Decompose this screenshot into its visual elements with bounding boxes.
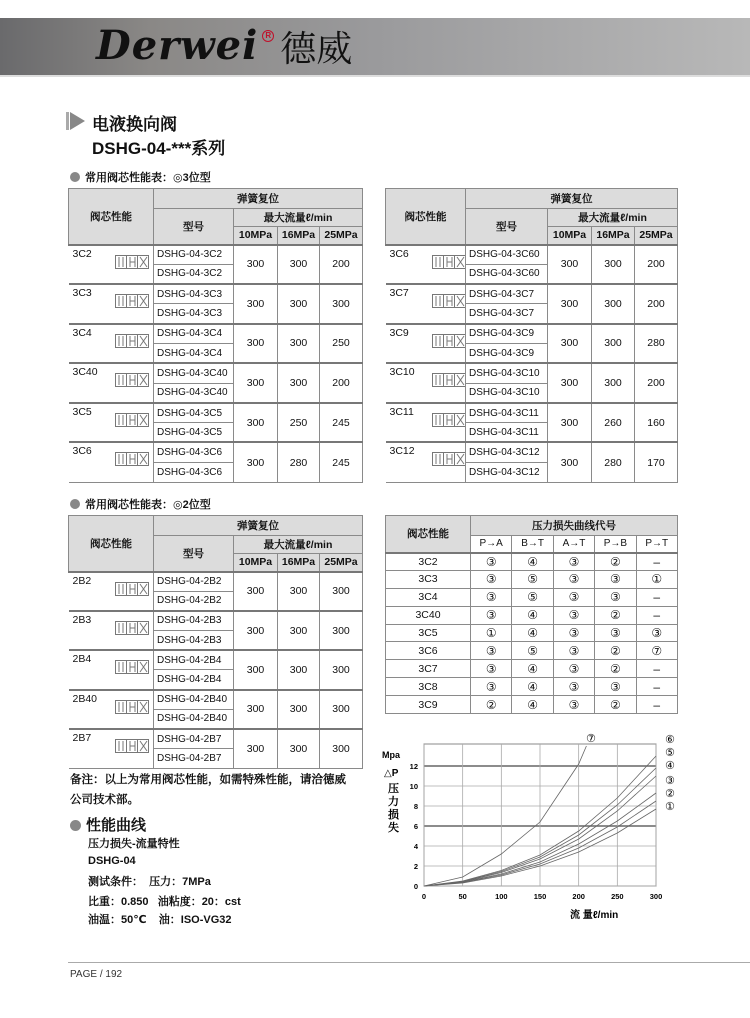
model-cell: DSHG-04-2B4 — [154, 650, 234, 670]
curve-code: ③ — [553, 570, 594, 588]
flow-value: 300 — [548, 403, 592, 443]
curve-code: ③ — [553, 606, 594, 624]
table-row — [386, 324, 678, 344]
table-row — [69, 572, 363, 592]
curve-code: ③ — [471, 588, 512, 606]
curve-code: ③ — [595, 624, 636, 642]
flow-value: 300 — [278, 245, 320, 285]
valve-code: 3C2 — [386, 553, 471, 571]
header-10mpa: 10MPa — [234, 554, 278, 572]
flow-value: 300 — [592, 245, 635, 285]
curve-code: ⑦ — [636, 642, 677, 660]
curve-code: ③ — [553, 624, 594, 642]
header-port: P→B — [595, 536, 636, 553]
model-cell: DSHG-04-2B7 — [154, 749, 234, 769]
y-tick-label: 0 — [413, 882, 418, 891]
header-port: P→T — [636, 536, 677, 553]
model-cell: DSHG-04-3C6 — [154, 462, 234, 482]
valve-symbol-icon — [115, 255, 149, 269]
flow-value: 170 — [635, 442, 678, 482]
curve-code: ④ — [512, 553, 553, 571]
curve-code: ③ — [471, 660, 512, 678]
flow-value: 300 — [548, 324, 592, 364]
header-10mpa: 10MPa — [234, 227, 278, 245]
curve-code: ⑤ — [512, 642, 553, 660]
curves-title: 性能曲线 — [70, 814, 146, 835]
curve-code: ③ — [471, 553, 512, 571]
flow-value: 300 — [320, 572, 363, 611]
flow-value: 200 — [320, 363, 363, 403]
curve-code: ① — [471, 624, 512, 642]
valve-code: 3C9 — [389, 326, 409, 339]
model-cell: DSHG-04-3C11 — [466, 403, 548, 423]
flow-value: 260 — [592, 403, 635, 443]
header-valve: 阀芯性能 — [69, 189, 154, 245]
flow-value: 300 — [278, 650, 320, 689]
curve-code: – — [636, 588, 677, 606]
model-cell: DSHG-04-3C10 — [466, 363, 548, 383]
valve-symbol-icon — [432, 334, 466, 348]
valve-code: 2B3 — [72, 613, 92, 626]
curve-code: ④ — [512, 660, 553, 678]
flow-value: 300 — [320, 690, 363, 729]
flow-value: 200 — [635, 245, 678, 285]
valve-code: 3C6 — [72, 445, 92, 458]
curve-code: ④ — [512, 678, 553, 696]
table-row — [386, 624, 678, 642]
model-cell: DSHG-04-3C4 — [154, 324, 234, 344]
model-cell: DSHG-04-2B2 — [154, 572, 234, 592]
flow-value: 300 — [320, 611, 363, 650]
test-condition-3: 油温：50℃ 油：ISO-VG32 — [88, 914, 232, 926]
valve-code: 3C5 — [72, 405, 92, 418]
curve-code: ③ — [595, 570, 636, 588]
flow-value: 300 — [320, 729, 363, 768]
table-row — [386, 696, 678, 714]
model-cell: DSHG-04-3C3 — [154, 284, 234, 304]
title-triangle-icon — [70, 112, 85, 130]
valve-code: 3C7 — [386, 660, 471, 678]
curve-code: ② — [595, 606, 636, 624]
section2-label: 常用阀芯性能表：◎2位型 — [70, 496, 211, 512]
table-row — [69, 729, 363, 749]
table-row — [69, 403, 363, 423]
curve-code: – — [636, 660, 677, 678]
header-max-flow: 最大流量ℓ/min — [548, 209, 678, 227]
model-cell: DSHG-04-3C40 — [154, 363, 234, 383]
valve-code: 3C11 — [389, 405, 414, 418]
header-spring-return: 弹簧复位 — [154, 516, 363, 536]
pressure-loss-chart — [380, 730, 700, 930]
y-axis-label-char: 压 — [388, 783, 399, 795]
flow-value: 300 — [234, 403, 278, 443]
flow-value: 300 — [278, 324, 320, 364]
logo-latin: Derwei — [96, 22, 259, 69]
flow-value: 300 — [278, 572, 320, 611]
valve-symbol-icon — [115, 621, 149, 635]
flow-value: 280 — [278, 442, 320, 482]
model-cell: DSHG-04-3C7 — [466, 284, 548, 304]
y-tick-label: 4 — [413, 842, 418, 851]
curve-code: ② — [595, 553, 636, 571]
table-row — [69, 442, 363, 462]
bullet-icon — [70, 820, 81, 831]
bullet-icon — [70, 172, 80, 182]
valve-symbol-icon — [115, 582, 149, 596]
curve-code: ③ — [595, 678, 636, 696]
flow-value: 200 — [635, 363, 678, 403]
table-row — [386, 660, 678, 678]
table-row — [386, 642, 678, 660]
y-tick-label: 12 — [409, 762, 418, 771]
header-max-flow: 最大流量ℓ/min — [234, 209, 363, 227]
flow-value: 300 — [320, 284, 363, 324]
model-cell: DSHG-04-3C60 — [466, 264, 548, 284]
header-max-flow: 最大流量ℓ/min — [234, 536, 363, 554]
flow-value: 250 — [278, 403, 320, 443]
curves-subtitle: 压力损失-流量特性 — [88, 838, 180, 850]
y-tick-label: 8 — [413, 802, 418, 811]
valve-code: 3C3 — [386, 570, 471, 588]
flow-value: 300 — [278, 284, 320, 324]
valve-symbol-icon — [115, 452, 149, 466]
header-spring-return: 弹簧复位 — [154, 189, 363, 209]
page-subtitle: DSHG-04-***系列 — [92, 139, 226, 158]
valve-symbol-icon — [432, 373, 466, 387]
valve-code: 3C9 — [386, 696, 471, 714]
registered-mark: R — [262, 30, 274, 42]
valve-symbol-icon — [432, 452, 466, 466]
curve-code: ⑤ — [512, 588, 553, 606]
table-row — [386, 245, 678, 265]
flow-value: 300 — [234, 442, 278, 482]
table-row — [69, 611, 363, 631]
flow-value: 300 — [592, 363, 635, 403]
curve-code: – — [636, 606, 677, 624]
valve-symbol-icon — [432, 413, 466, 427]
flow-value: 300 — [278, 729, 320, 768]
valve-symbol-icon — [432, 255, 466, 269]
valve-symbol-icon — [115, 739, 149, 753]
curve-code: ③ — [553, 678, 594, 696]
x-tick-label: 100 — [495, 892, 508, 901]
model-cell: DSHG-04-3C9 — [466, 343, 548, 363]
valve-symbol-icon — [115, 373, 149, 387]
note-line1: 备注：以上为常用阀芯性能，如需特殊性能，请洽德威 — [70, 774, 346, 786]
model-cell: DSHG-04-3C60 — [466, 245, 548, 265]
curve-code: – — [636, 678, 677, 696]
section1-label: 常用阀芯性能表：◎3位型 — [70, 169, 211, 185]
note-line2: 公司技术部。 — [70, 794, 139, 806]
logo-chinese: 德威 — [280, 29, 353, 70]
header-25mpa: 25MPa — [320, 227, 363, 245]
x-axis-label: 流 量ℓ/min — [570, 910, 619, 921]
model-cell: DSHG-04-2B3 — [154, 631, 234, 651]
series-label: ④ — [665, 760, 675, 772]
flow-value: 250 — [320, 324, 363, 364]
table-row — [386, 606, 678, 624]
curve-code: ④ — [512, 624, 553, 642]
series-label: ② — [665, 788, 675, 800]
model-cell: DSHG-04-3C12 — [466, 462, 548, 482]
valve-code: 3C4 — [72, 326, 92, 339]
flow-value: 245 — [320, 403, 363, 443]
header-port: P→A — [471, 536, 512, 553]
curve-code: ③ — [553, 588, 594, 606]
curve-code: ③ — [471, 678, 512, 696]
bullet-icon — [70, 499, 80, 509]
curve-code: – — [636, 696, 677, 714]
flow-value: 300 — [548, 284, 592, 324]
curve-code: ③ — [636, 624, 677, 642]
table-row — [386, 363, 678, 383]
series-line-7 — [424, 746, 586, 886]
series-label: ① — [665, 801, 675, 813]
valve-code: 3C5 — [386, 624, 471, 642]
curve-code: ③ — [471, 570, 512, 588]
model-cell: DSHG-04-3C5 — [154, 423, 234, 443]
valve-symbol-icon — [115, 413, 149, 427]
model-cell: DSHG-04-3C4 — [154, 343, 234, 363]
table-row — [386, 588, 678, 606]
valve-code: 3C6 — [386, 642, 471, 660]
curve-code: ③ — [553, 660, 594, 678]
flow-value: 300 — [278, 363, 320, 403]
flow-value: 160 — [635, 403, 678, 443]
spool-table-3pos-a — [68, 188, 363, 483]
table-row — [69, 324, 363, 344]
header-25mpa: 25MPa — [635, 227, 678, 245]
header-model: 型号 — [466, 209, 548, 245]
y-tick-label: 2 — [413, 862, 418, 871]
model-cell: DSHG-04-2B40 — [154, 709, 234, 729]
header-valve: 阀芯性能 — [386, 189, 466, 245]
valve-symbol-icon — [115, 334, 149, 348]
table-row — [386, 442, 678, 462]
model-cell: DSHG-04-3C2 — [154, 245, 234, 265]
curve-code: ③ — [553, 696, 594, 714]
flow-value: 245 — [320, 442, 363, 482]
curve-code: ② — [471, 696, 512, 714]
y-axis-label-char: 损 — [388, 809, 399, 821]
test-condition-1: 测试条件： 压力：7MPa — [88, 876, 211, 888]
curve-code: ③ — [471, 642, 512, 660]
flow-value: 300 — [278, 611, 320, 650]
valve-code: 3C2 — [72, 247, 92, 260]
valve-code: 3C10 — [389, 366, 415, 379]
valve-symbol-icon — [115, 700, 149, 714]
flow-value: 300 — [234, 611, 278, 650]
curve-code: ② — [595, 660, 636, 678]
flow-value: 300 — [592, 324, 635, 364]
table-row — [386, 678, 678, 696]
spool-table-3pos-b — [385, 188, 678, 483]
valve-code: 2B40 — [72, 692, 98, 705]
model-cell: DSHG-04-3C3 — [154, 304, 234, 324]
curve-code: ③ — [595, 588, 636, 606]
valve-code: 3C12 — [389, 445, 415, 458]
curve-code: ③ — [471, 606, 512, 624]
x-tick-label: 300 — [649, 892, 663, 901]
curve-code: ④ — [512, 696, 553, 714]
model-cell: DSHG-04-2B4 — [154, 670, 234, 690]
model-cell: DSHG-04-3C7 — [466, 304, 548, 324]
y-axis-label-char: 力 — [388, 796, 399, 808]
flow-value: 300 — [234, 690, 278, 729]
curve-code: ① — [636, 570, 677, 588]
flow-value: 300 — [234, 572, 278, 611]
valve-code: 3C3 — [72, 287, 92, 300]
test-condition-2: 比重：0.850 油粘度：20：cst — [88, 896, 241, 908]
header-valve: 阀芯性能 — [386, 516, 471, 553]
table-row — [69, 245, 363, 265]
table-row — [69, 363, 363, 383]
flow-value: 300 — [278, 690, 320, 729]
flow-value: 300 — [234, 729, 278, 768]
valve-symbol-icon — [432, 294, 466, 308]
valve-code: 3C8 — [386, 678, 471, 696]
header-16mpa: 16MPa — [278, 554, 320, 572]
curve-code: – — [636, 553, 677, 571]
flow-value: 300 — [234, 324, 278, 364]
y-axis-symbol: △P — [384, 768, 399, 779]
curve-code: ② — [595, 696, 636, 714]
model-cell: DSHG-04-3C11 — [466, 423, 548, 443]
header-spring-return: 弹簧复位 — [466, 189, 678, 209]
curve-code: ③ — [553, 642, 594, 660]
header-curve-code: 压力损失曲线代号 — [471, 516, 678, 536]
curves-model: DSHG-04 — [88, 855, 136, 867]
y-axis-unit: Mpa — [382, 750, 400, 760]
logo — [96, 22, 352, 74]
model-cell: DSHG-04-3C10 — [466, 383, 548, 403]
header-model: 型号 — [154, 536, 234, 572]
valve-symbol-icon — [115, 294, 149, 308]
x-tick-label: 250 — [611, 892, 624, 901]
x-tick-label: 50 — [458, 892, 467, 901]
valve-code: 3C4 — [386, 588, 471, 606]
y-tick-label: 10 — [409, 782, 418, 791]
valve-symbol-icon — [115, 660, 149, 674]
x-tick-label: 0 — [421, 892, 427, 901]
page-title: 电液换向阀 — [92, 115, 177, 134]
table-row — [386, 553, 678, 571]
flow-value: 280 — [592, 442, 635, 482]
table-row — [386, 284, 678, 304]
title-bar-icon — [66, 112, 69, 130]
curve-code: ④ — [512, 606, 553, 624]
header-10mpa: 10MPa — [548, 227, 592, 245]
valve-code: 2B4 — [72, 653, 92, 666]
model-cell: DSHG-04-2B40 — [154, 690, 234, 710]
flow-value: 300 — [320, 650, 363, 689]
curve-code: ⑤ — [512, 570, 553, 588]
series-label: ⑦ — [586, 733, 596, 745]
x-tick-label: 150 — [533, 892, 547, 901]
model-cell: DSHG-04-3C2 — [154, 264, 234, 284]
model-cell: DSHG-04-2B3 — [154, 611, 234, 631]
table-row — [69, 650, 363, 670]
table-row — [386, 570, 678, 588]
flow-value: 200 — [320, 245, 363, 285]
flow-value: 300 — [234, 245, 278, 285]
model-cell: DSHG-04-3C40 — [154, 383, 234, 403]
flow-value: 300 — [592, 284, 635, 324]
valve-code: 2B2 — [72, 574, 92, 587]
series-label: ③ — [665, 775, 675, 787]
header-port: B→T — [512, 536, 553, 553]
table-row — [386, 403, 678, 423]
header-25mpa: 25MPa — [320, 554, 363, 572]
flow-value: 280 — [635, 324, 678, 364]
curve-code: ③ — [553, 553, 594, 571]
series-label: ⑤ — [665, 747, 675, 759]
valve-code: 3C7 — [389, 287, 409, 300]
footer-divider — [68, 962, 750, 963]
pressure-curve-code-table — [385, 515, 678, 714]
model-cell: DSHG-04-3C6 — [154, 442, 234, 462]
valve-code: 3C40 — [72, 366, 98, 379]
model-cell: DSHG-04-3C12 — [466, 442, 548, 462]
header-port: A→T — [553, 536, 594, 553]
flow-value: 300 — [234, 284, 278, 324]
spool-table-2pos — [68, 515, 363, 769]
model-cell: DSHG-04-3C9 — [466, 324, 548, 344]
flow-value: 300 — [234, 650, 278, 689]
y-axis-label-char: 失 — [388, 822, 399, 834]
header-valve: 阀芯性能 — [69, 516, 154, 572]
curve-code: ② — [595, 642, 636, 660]
valve-code: 3C6 — [389, 247, 409, 260]
flow-value: 300 — [548, 442, 592, 482]
model-cell: DSHG-04-2B7 — [154, 729, 234, 749]
series-label: ⑥ — [665, 734, 675, 746]
x-tick-label: 200 — [572, 892, 585, 901]
flow-value: 300 — [548, 245, 592, 285]
header-16mpa: 16MPa — [592, 227, 635, 245]
table-row — [69, 284, 363, 304]
valve-code: 3C40 — [386, 606, 471, 624]
valve-code: 2B7 — [72, 732, 92, 744]
table-row — [69, 690, 363, 710]
header-16mpa: 16MPa — [278, 227, 320, 245]
flow-value: 300 — [548, 363, 592, 403]
page-number: PAGE / 192 — [70, 969, 123, 980]
flow-value: 300 — [234, 363, 278, 403]
model-cell: DSHG-04-2B2 — [154, 591, 234, 611]
flow-value: 200 — [635, 284, 678, 324]
y-tick-label: 6 — [413, 822, 418, 831]
header-model: 型号 — [154, 209, 234, 245]
model-cell: DSHG-04-3C5 — [154, 403, 234, 423]
